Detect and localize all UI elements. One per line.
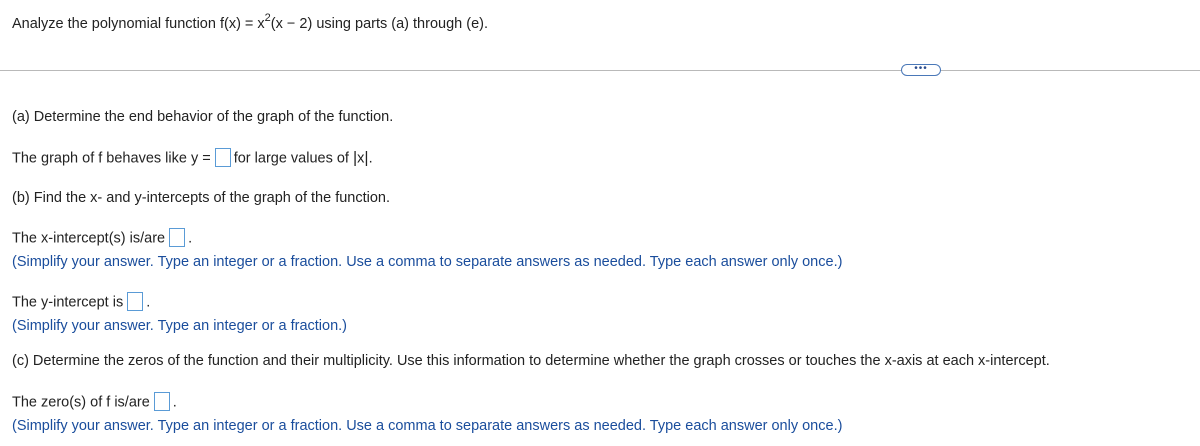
x-intercept-label: The x-intercept(s) is/are: [12, 230, 166, 247]
part-a-sentence-start: The graph of f behaves like y =: [12, 150, 211, 167]
abs-variable: x: [357, 150, 365, 167]
part-a-answer-row: [12, 149, 373, 168]
part-a-sentence-end: for large values of: [233, 150, 349, 167]
y-intercept-row: [12, 293, 150, 312]
abs-bar-right: |: [364, 149, 369, 167]
zeros-hint: (Simplify your answer. Type an integer or a fraction. Use a comma to separate answers as needed. Type each answer only once.): [12, 418, 843, 434]
part-a-heading: (a) Determine the end behavior of the graph of the function.: [12, 109, 394, 125]
section-divider: [0, 70, 1200, 71]
zeros-label: The zero(s) of f is/are: [12, 394, 150, 411]
problem-intro-text: Analyze the polynomial function f(x) = x: [12, 16, 265, 32]
y-intercept-hint: (Simplify your answer. Type an integer or a fraction.): [12, 318, 347, 334]
x-intercept-answer-box[interactable]: [169, 228, 185, 247]
part-c-heading: (c) Determine the zeros of the function and their multiplicity. Use this information to determine whether the graph crosses or touches the x-axis at each x-intercept.: [12, 353, 1050, 369]
x-intercept-period: .: [188, 230, 193, 247]
end-behavior-answer-box[interactable]: [215, 148, 231, 167]
more-options-button[interactable]: [901, 64, 941, 76]
y-intercept-answer-box[interactable]: [127, 292, 143, 311]
exponent: 2: [264, 12, 271, 25]
part-b-heading: (b) Find the x- and y-intercepts of the graph of the function.: [12, 190, 391, 206]
zeros-row: [12, 393, 177, 412]
part-a-period: .: [368, 150, 373, 167]
y-intercept-label: The y-intercept is: [12, 294, 124, 311]
x-intercept-row: [12, 229, 192, 248]
y-intercept-period: .: [146, 294, 151, 311]
problem-statement: [12, 12, 488, 33]
abs-bar-left: |: [353, 149, 358, 167]
zeros-answer-box[interactable]: [154, 392, 170, 411]
zeros-period: .: [172, 394, 177, 411]
x-intercept-hint: (Simplify your answer. Type an integer or a fraction. Use a comma to separate answers as needed. Type each answer only once.): [12, 254, 843, 270]
problem-intro-tail: (x − 2) using parts (a) through (e).: [270, 16, 488, 32]
ellipsis-icon: •••: [914, 63, 928, 74]
